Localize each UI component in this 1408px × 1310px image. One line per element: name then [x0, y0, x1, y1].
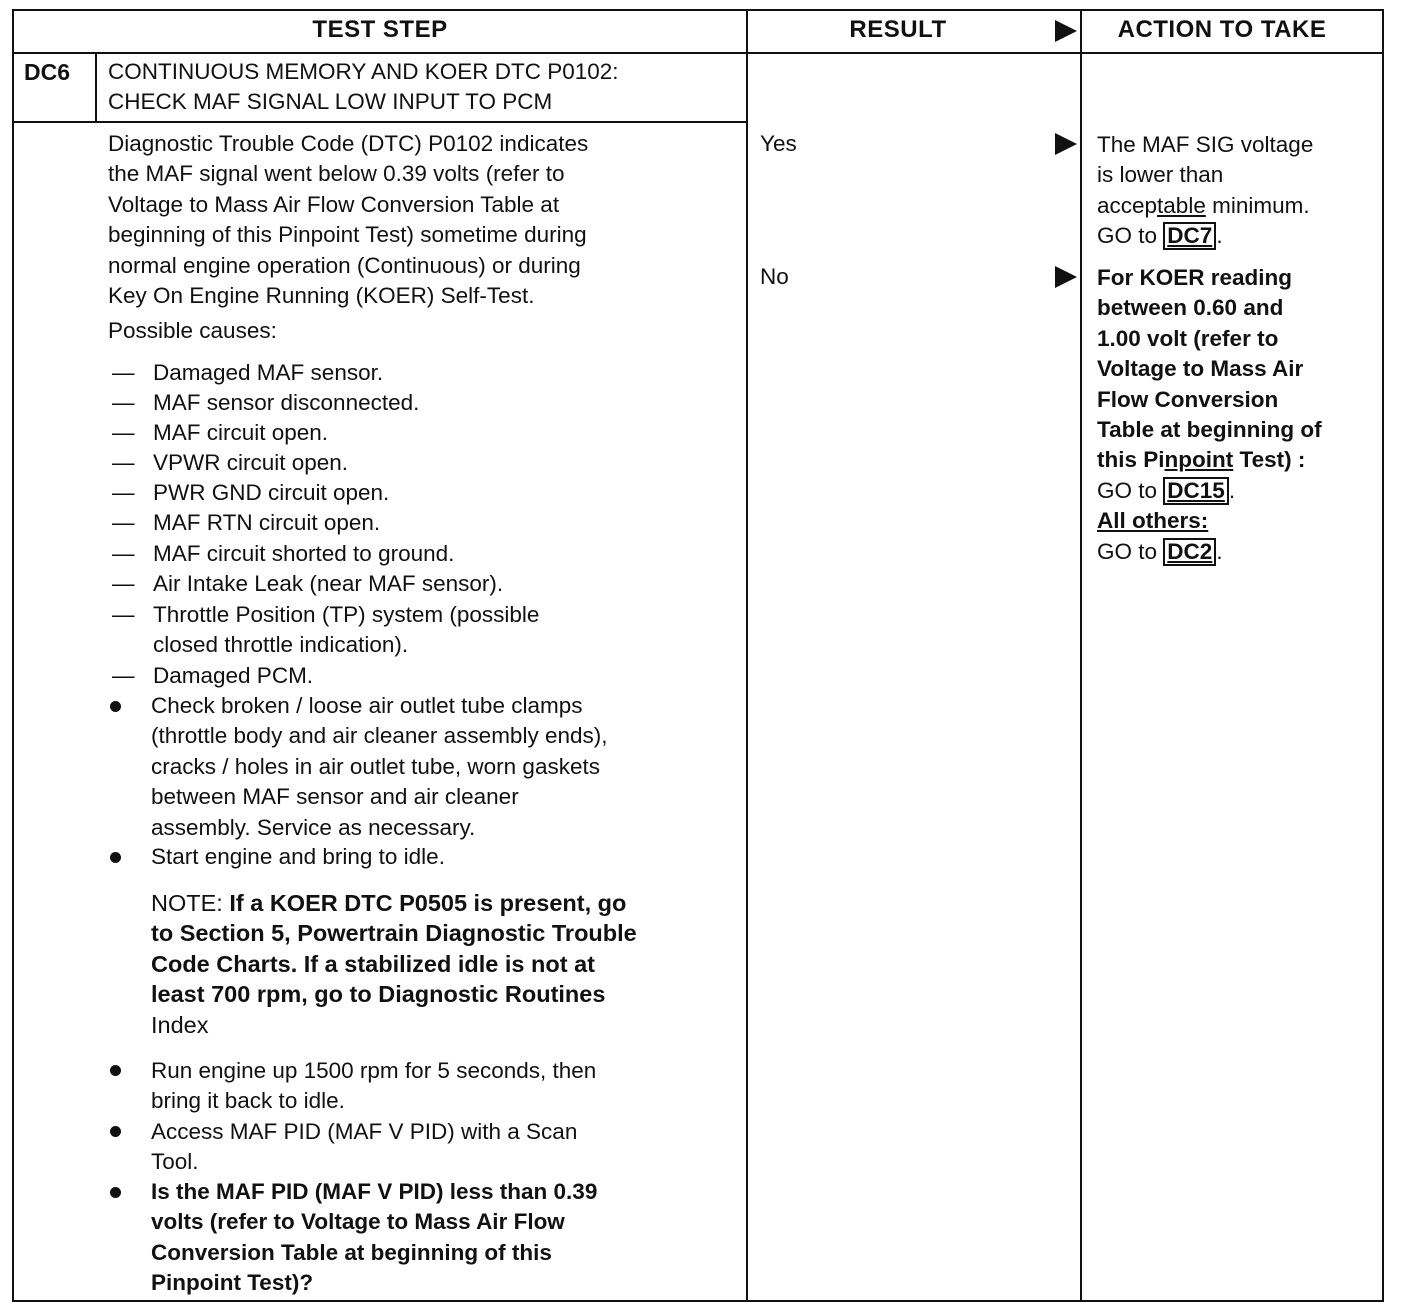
table-left-border	[12, 9, 14, 1302]
action-header: ACTION TO TAKE	[1117, 16, 1327, 43]
action-no-line: Table at beginning of	[1097, 417, 1322, 443]
bullet-icon	[110, 701, 121, 712]
cause-item: Throttle Position (TP) system (possible	[153, 602, 540, 627]
bullet-icon	[110, 1065, 121, 1076]
check-step-line: between MAF sensor and air cleaner	[151, 784, 519, 810]
check-step-line: Check broken / loose air outlet tube clamps	[151, 693, 583, 718]
bullet-icon	[110, 852, 121, 863]
action-no-line: 1.00 volt (refer to	[1097, 325, 1279, 351]
step-id-divider	[95, 52, 97, 123]
access-step-line: Access MAF PID (MAF V PID) with a Scan	[151, 1119, 578, 1144]
goto-dc7-link[interactable]: DC7	[1163, 222, 1216, 250]
check-step-line: assembly. Service as necessary.	[151, 814, 476, 840]
description	[108, 129, 588, 311]
action-yes-line: The MAF SIG voltage	[1097, 132, 1314, 157]
action-no-line: between 0.60 and	[1097, 295, 1284, 321]
note-line: If a KOER DTC P0505 is present, go	[229, 890, 627, 916]
action-yes-text: minimum.	[1205, 192, 1310, 218]
question-step	[151, 1177, 597, 1299]
header-bottom-border	[12, 52, 1384, 54]
right-triangle-icon	[1055, 133, 1077, 155]
access-step-line: Tool.	[151, 1149, 199, 1175]
bullet-icon	[110, 1126, 121, 1137]
action-no-line: Flow Conversion	[1097, 386, 1279, 412]
action-no-line: Voltage to Mass Air	[1097, 356, 1304, 382]
result-header: RESULT	[849, 16, 947, 43]
step-title-line: CONTINUOUS MEMORY AND KOER DTC P0102:	[108, 59, 619, 84]
action-column-divider	[1080, 9, 1082, 1302]
action-yes-text: table	[1157, 192, 1206, 218]
action-yes	[1097, 130, 1313, 252]
cause-item: MAF circuit open.	[153, 420, 329, 445]
result-column-divider	[746, 9, 748, 1302]
go-to-label: GO to	[1097, 477, 1158, 503]
description-line: the MAF signal went below 0.39 volts (refer to	[108, 161, 565, 187]
dash-icon: —	[112, 602, 135, 627]
check-step-line: cracks / holes in air outlet tube, worn gaskets	[151, 753, 600, 779]
start-step: Start engine and bring to idle.	[151, 844, 445, 869]
action-no-text: this Pi	[1097, 447, 1165, 473]
cause-item: MAF sensor disconnected.	[153, 390, 420, 415]
table-bottom-border	[12, 1300, 1384, 1302]
description-line: Voltage to Mass Air Flow Conversion Table at	[108, 191, 560, 217]
cause-item: Air Intake Leak (near MAF sensor).	[153, 571, 504, 596]
table-right-border	[1382, 9, 1384, 1302]
note-line: to Section 5, Powertrain Diagnostic Trouble	[151, 920, 637, 947]
description-line: Key On Engine Running (KOER) Self-Test.	[108, 283, 535, 309]
note-line: least 700 rpm, go to Diagnostic Routines	[151, 981, 606, 1008]
action-yes-text: accep	[1097, 192, 1158, 218]
right-triangle-icon	[1055, 20, 1077, 42]
action-no-text: npoint	[1164, 447, 1234, 473]
note-label: NOTE:	[151, 890, 223, 916]
dash-icon: —	[112, 541, 135, 566]
dash-icon: —	[112, 420, 135, 445]
question-line: Is the MAF PID (MAF V PID) less than 0.39	[151, 1179, 598, 1204]
possible-causes-label: Possible causes:	[108, 318, 277, 343]
cause-item: Damaged MAF sensor.	[153, 360, 384, 385]
cause-item: PWR GND circuit open.	[153, 480, 390, 505]
goto-dc2-link[interactable]: DC2	[1163, 538, 1216, 566]
dash-icon: —	[112, 571, 135, 596]
punctuation: .	[1228, 477, 1236, 503]
cause-item: Damaged PCM.	[153, 663, 314, 688]
test-step-header: TEST STEP	[312, 16, 448, 43]
question-line: Pinpoint Test)?	[151, 1270, 314, 1296]
description-line: Diagnostic Trouble Code (DTC) P0102 indicates	[108, 131, 589, 156]
step-id: DC6	[24, 59, 71, 85]
question-line: Conversion Table at beginning of this	[151, 1239, 552, 1265]
go-to-label: GO to	[1097, 538, 1158, 564]
step-title-line: CHECK MAF SIGNAL LOW INPUT TO PCM	[108, 89, 553, 115]
punctuation: .	[1216, 223, 1223, 249]
bullet-icon	[110, 1187, 121, 1198]
note-block	[151, 888, 637, 1040]
step-title-bottom-border	[12, 121, 748, 123]
run-step-line: bring it back to idle.	[151, 1088, 345, 1114]
access-step	[151, 1117, 577, 1178]
dash-icon: —	[112, 360, 135, 385]
description-line: beginning of this Pinpoint Test) sometime during	[108, 222, 587, 248]
action-no	[1097, 263, 1322, 567]
goto-dc15-link[interactable]: DC15	[1163, 477, 1229, 505]
step-title	[108, 57, 619, 118]
description-line: normal engine operation (Continuous) or during	[108, 252, 581, 278]
dash-icon: —	[112, 663, 135, 688]
action-no-text: Test) :	[1233, 447, 1306, 473]
result-no: No	[760, 264, 789, 289]
action-no-line: For KOER reading	[1097, 265, 1293, 290]
result-yes: Yes	[760, 131, 797, 156]
run-step	[151, 1056, 596, 1117]
dash-icon: —	[112, 450, 135, 475]
punctuation: .	[1216, 538, 1223, 564]
action-yes-line: is lower than	[1097, 162, 1224, 188]
cause-item-continuation: closed throttle indication).	[153, 632, 409, 657]
go-to-label: GO to	[1097, 223, 1158, 249]
cause-item: VPWR circuit open.	[153, 450, 349, 475]
table-top-border	[12, 9, 1384, 11]
dash-icon: —	[112, 480, 135, 505]
right-triangle-icon	[1055, 266, 1077, 288]
cause-item: MAF circuit shorted to ground.	[153, 541, 455, 566]
all-others-label: All others:	[1097, 508, 1209, 534]
check-step	[151, 691, 607, 843]
note-line: Index	[151, 1011, 209, 1038]
question-line: volts (refer to Voltage to Mass Air Flow	[151, 1209, 565, 1235]
dash-icon: —	[112, 390, 135, 415]
cause-item: MAF RTN circuit open.	[153, 510, 381, 535]
run-step-line: Run engine up 1500 rpm for 5 seconds, then	[151, 1058, 597, 1083]
note-line: Code Charts. If a stabilized idle is not at	[151, 950, 595, 977]
dash-icon: —	[112, 510, 135, 535]
check-step-line: (throttle body and air cleaner assembly ends),	[151, 723, 608, 749]
